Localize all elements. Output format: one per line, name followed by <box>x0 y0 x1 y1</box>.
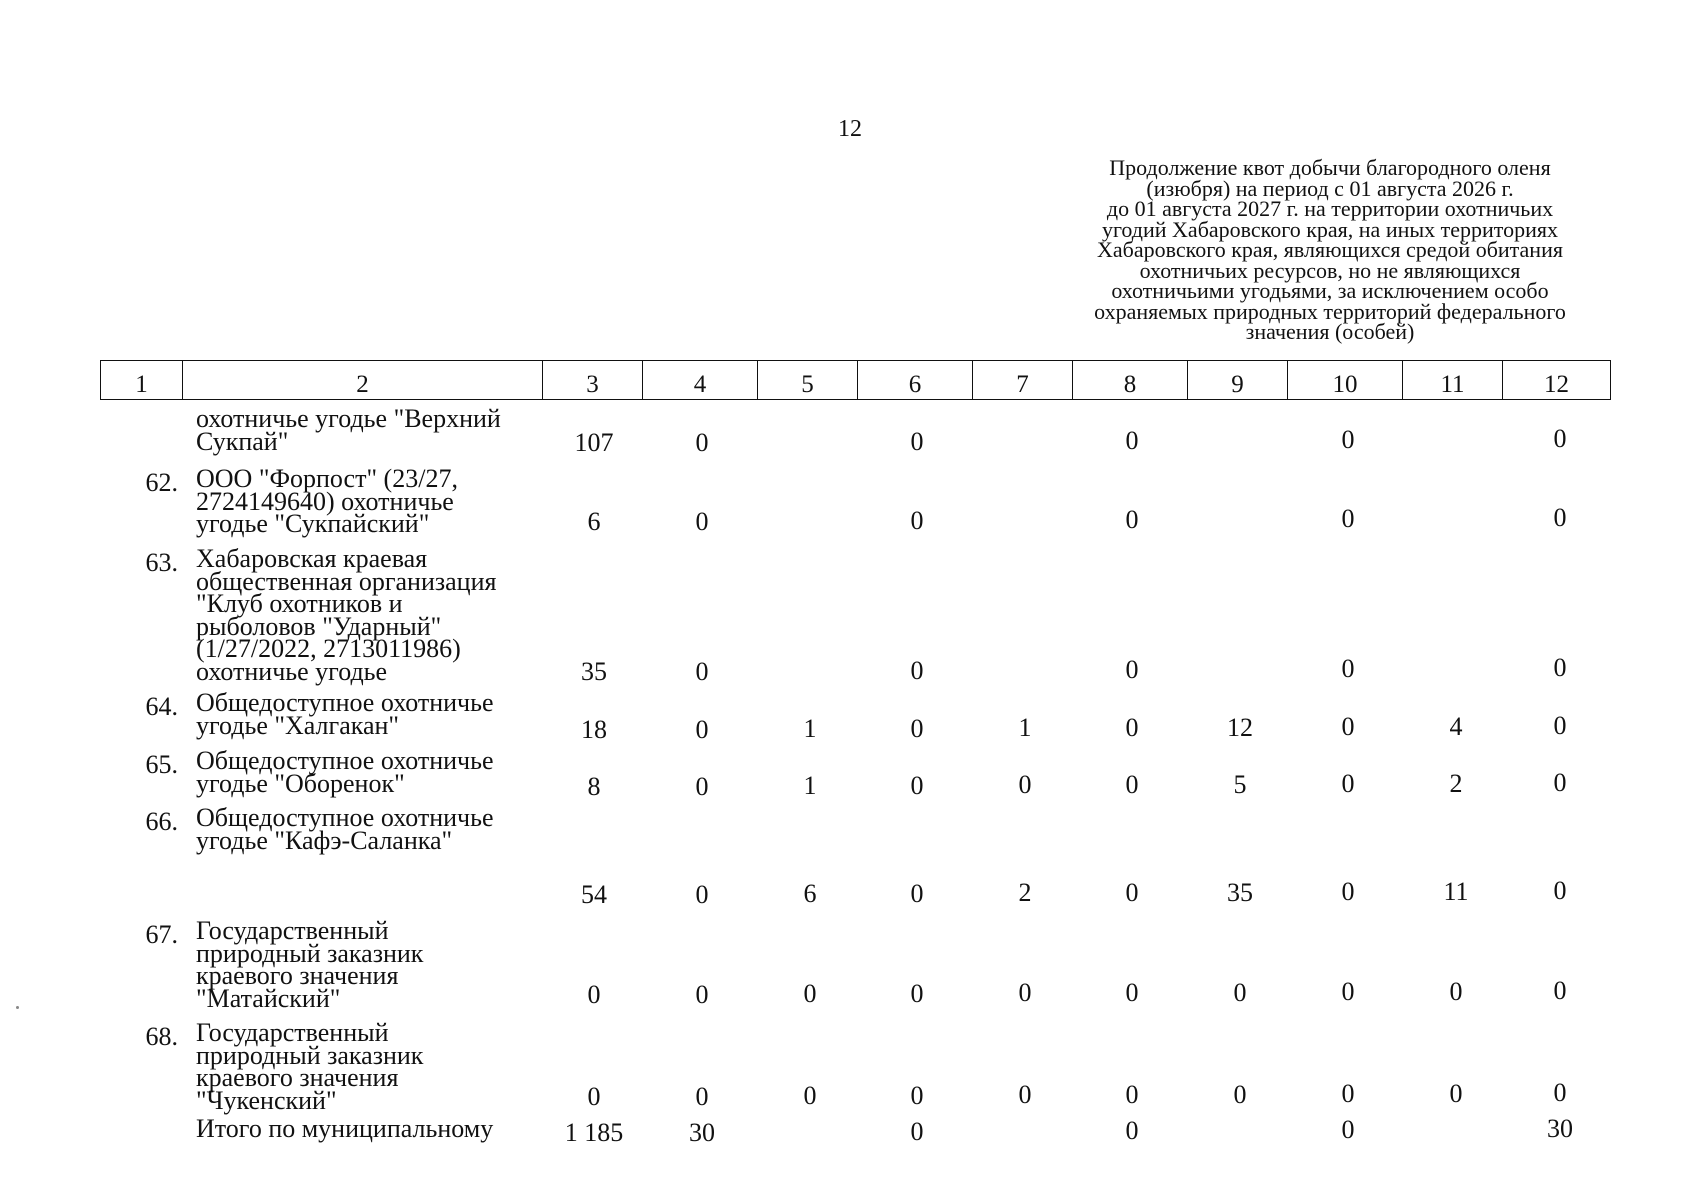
column-number: 5 <box>758 361 858 400</box>
row-number: 62. <box>145 468 178 497</box>
cell-value: 0 <box>1125 978 1139 1007</box>
cell-value: 0 <box>1125 505 1139 534</box>
row-name-line: ООО "Форпост" (23/27, <box>196 464 458 493</box>
cell-value: 0 <box>1341 712 1355 742</box>
column-number: 11 <box>1403 361 1503 400</box>
row-name-line: угодье "Сукпайский" <box>196 509 430 538</box>
cell-value: 0 <box>695 656 709 686</box>
row-name <box>196 1114 556 1143</box>
row-name-line: общественная организация <box>196 566 497 596</box>
cell-value: 0 <box>803 1081 817 1111</box>
column-number: 9 <box>1188 361 1288 400</box>
cell-value: 0 <box>1125 878 1139 907</box>
caption-line: Хабаровского края, являющихся средой обитания <box>1097 237 1563 262</box>
row-name-line: рыболовов "Ударный" <box>196 611 442 641</box>
cell-value: 0 <box>1449 976 1463 1006</box>
cell-value: 0 <box>1553 653 1567 683</box>
row-name-line: (1/27/2022, 2713011986) <box>196 634 461 663</box>
row-name-line: охотничье угодье "Верхний <box>196 404 501 433</box>
cell-value: 0 <box>1449 1078 1463 1108</box>
row-number: 63. <box>145 548 178 577</box>
cell-value: 0 <box>1553 1078 1567 1108</box>
cell-value: 0 <box>1125 1080 1139 1109</box>
cell-value: 12 <box>1227 712 1253 742</box>
cell-value: 30 <box>1547 1114 1573 1144</box>
row-name <box>196 404 556 456</box>
caption-line: (изюбря) на период с 01 августа 2026 г. <box>1146 175 1514 201</box>
cell-value: 0 <box>1018 770 1032 800</box>
cell-value: 0 <box>1341 877 1355 907</box>
cell-value: 11 <box>1443 876 1469 906</box>
row-name <box>196 464 556 538</box>
row-name-line: Общедоступное охотничье <box>196 746 494 775</box>
cell-value: 0 <box>1341 769 1355 799</box>
row-name-line: угодье "Халгакан" <box>196 710 400 740</box>
cell-value: 0 <box>1553 711 1567 741</box>
cell-value: 8 <box>587 772 601 801</box>
cell-value: 0 <box>910 878 924 908</box>
cell-value: 30 <box>689 1117 715 1147</box>
cell-value: 0 <box>910 770 924 800</box>
column-number: 4 <box>643 361 758 400</box>
row-name-line: Государственный <box>196 916 389 945</box>
cell-value: 0 <box>910 1116 924 1146</box>
row-name-line: Сукпай" <box>196 426 289 456</box>
cell-value: 2 <box>1449 768 1463 798</box>
column-number: 6 <box>858 361 973 400</box>
caption-line: до 01 августа 2027 г. на территории охотничьих <box>1106 196 1554 221</box>
cell-value: 0 <box>695 771 709 801</box>
cell-value: 0 <box>1553 976 1567 1006</box>
cell-value: 0 <box>1341 504 1355 534</box>
cell-value: 1 <box>1018 713 1032 743</box>
cell-value: 0 <box>695 879 709 909</box>
row-name-line: угодье "Оборенок" <box>196 768 405 798</box>
caption-line: угодий Хабаровского края, на иных территориях <box>1101 216 1559 242</box>
row-name-line: "Матайский" <box>196 983 341 1013</box>
cell-value: 0 <box>1553 768 1567 798</box>
row-name-line: природный заказник <box>196 1040 424 1070</box>
cell-value: 0 <box>695 1081 709 1111</box>
row-name-line: Хабаровская краевая <box>196 544 428 573</box>
cell-value: 0 <box>1018 978 1032 1008</box>
cell-value: 35 <box>1227 877 1253 907</box>
cell-value: 0 <box>1553 424 1567 454</box>
cell-value: 1 <box>803 714 817 744</box>
cell-value: 0 <box>1233 977 1247 1007</box>
cell-value: 0 <box>1341 425 1355 455</box>
page-number: 12 <box>838 116 862 142</box>
cell-value: 0 <box>1341 1079 1355 1109</box>
cell-value: 2 <box>1018 878 1032 908</box>
row-name-line: Общедоступное охотничье <box>196 803 494 832</box>
row-name-line: Итого по муниципальному <box>196 1114 494 1143</box>
row-name-line: "Чукенский" <box>196 1085 337 1115</box>
cell-value: 0 <box>910 1080 924 1110</box>
cell-value: 18 <box>581 715 607 744</box>
column-number: 12 <box>1503 361 1611 400</box>
cell-value: 0 <box>1125 713 1139 742</box>
cell-value: 0 <box>587 1082 601 1111</box>
scan-speck <box>16 1006 19 1009</box>
cell-value: 1 <box>803 771 817 801</box>
column-number: 8 <box>1073 361 1188 400</box>
row-name <box>196 746 556 798</box>
column-number: 2 <box>183 361 543 400</box>
cell-value: 0 <box>910 505 924 535</box>
cell-value: 35 <box>581 657 607 686</box>
cell-value: 0 <box>1341 977 1355 1007</box>
cell-value: 0 <box>1341 1115 1355 1145</box>
column-number: 1 <box>101 361 183 400</box>
row-name <box>196 1018 556 1115</box>
row-name-line: Государственный <box>196 1018 389 1047</box>
row-name <box>196 803 556 855</box>
caption-line: охотничьих ресурсов, но не являющихся <box>1139 257 1521 283</box>
row-name-line: Общедоступное охотничье <box>196 688 494 717</box>
cell-value: 0 <box>910 655 924 685</box>
cell-value: 54 <box>581 880 607 909</box>
cell-value: 0 <box>1125 426 1139 455</box>
cell-value: 0 <box>695 506 709 536</box>
cell-value: 107 <box>574 428 614 457</box>
row-name <box>196 544 556 686</box>
cell-value: 6 <box>803 879 817 909</box>
caption-line: Продолжение квот добычи благородного оленя <box>1109 155 1551 180</box>
caption-line: значения (особей) <box>1245 319 1415 344</box>
cell-value: 0 <box>1125 1116 1139 1145</box>
cell-value: 5 <box>1233 769 1247 799</box>
cell-value: 0 <box>1233 1079 1247 1109</box>
cell-value: 0 <box>910 978 924 1008</box>
row-name-line: угодье "Кафэ-Саланка" <box>196 825 453 855</box>
cell-value: 6 <box>587 507 601 536</box>
cell-value: 0 <box>1341 654 1355 684</box>
cell-value: 4 <box>1449 711 1463 741</box>
caption-line: охотничьими угодьями, за исключением особо <box>1111 278 1549 303</box>
row-name <box>196 916 556 1013</box>
cell-value: 0 <box>695 427 709 457</box>
cell-value: 0 <box>695 979 709 1009</box>
row-number: 65. <box>145 750 178 779</box>
cell-value: 0 <box>1018 1080 1032 1110</box>
cell-value: 0 <box>695 714 709 744</box>
row-name-line: "Клуб охотников и <box>196 589 403 618</box>
row-name-line: природный заказник <box>196 938 424 968</box>
cell-value: 0 <box>803 979 817 1009</box>
row-name-line: краевого значения <box>196 1063 399 1092</box>
cell-value: 0 <box>1553 876 1567 906</box>
cell-value: 0 <box>910 713 924 743</box>
row-number: 67. <box>145 920 178 949</box>
cell-value: 0 <box>1553 503 1567 533</box>
cell-value: 0 <box>1125 655 1139 684</box>
caption-line: охраняемых природных территорий федерального <box>1094 298 1566 324</box>
row-name-line: 2724149640) охотничье <box>196 486 454 516</box>
column-number: 7 <box>973 361 1073 400</box>
cell-value: 0 <box>910 426 924 456</box>
cell-value: 1 185 <box>564 1118 624 1147</box>
row-name-line: краевого значения <box>196 961 399 990</box>
row-number: 68. <box>145 1022 178 1051</box>
cell-value: 0 <box>1125 770 1139 799</box>
column-number: 10 <box>1288 361 1403 400</box>
row-name <box>196 688 556 740</box>
row-number: 64. <box>145 692 178 721</box>
column-number: 3 <box>543 361 643 400</box>
cell-value: 0 <box>587 980 601 1009</box>
row-number: 66. <box>145 807 178 836</box>
row-name-line: охотничье угодье <box>196 656 388 686</box>
